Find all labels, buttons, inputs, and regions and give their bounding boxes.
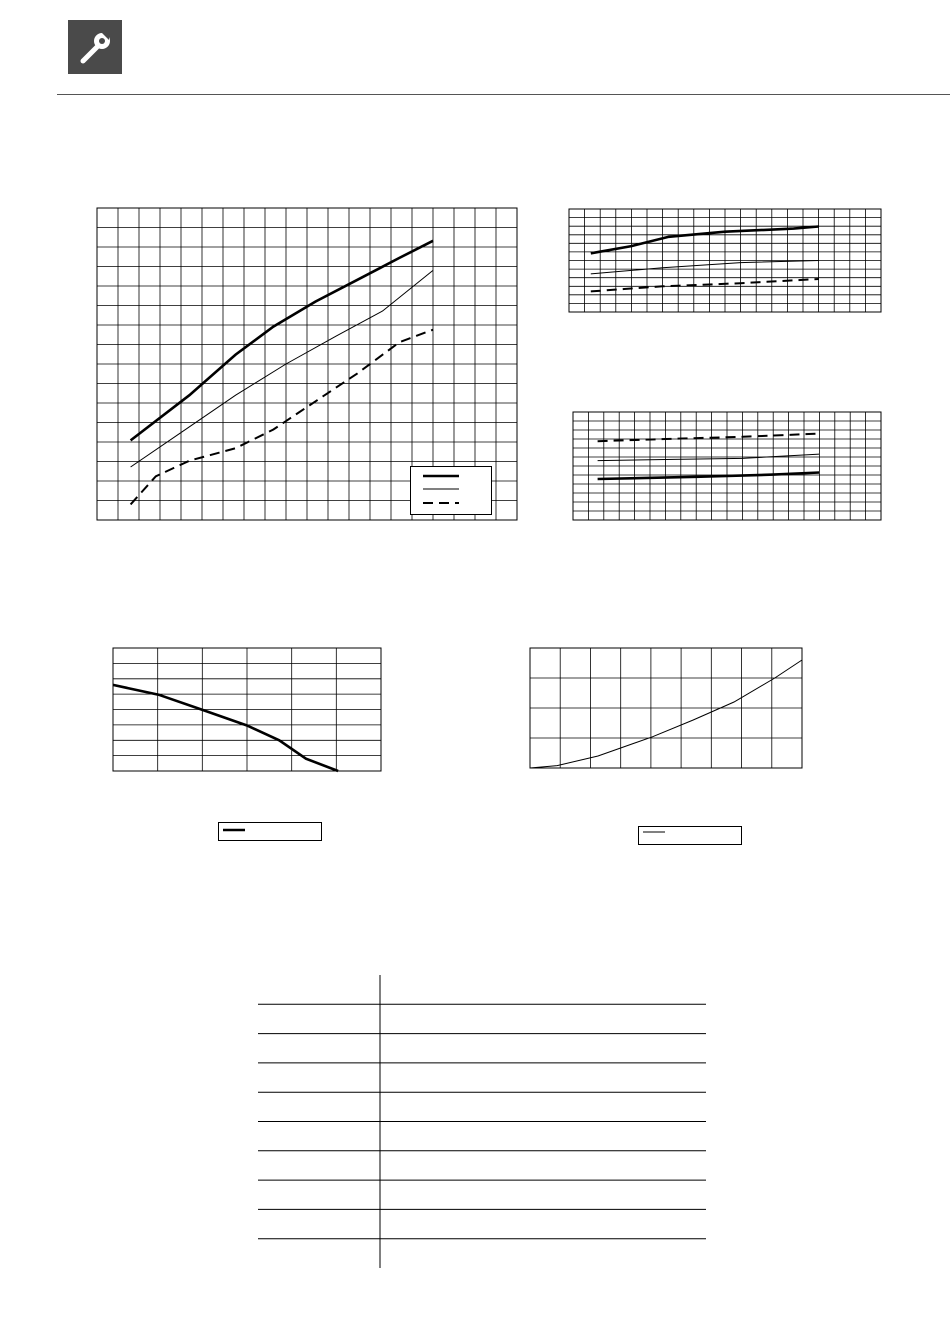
chart-2-grid <box>569 209 881 312</box>
chart-1-legend <box>410 466 492 515</box>
chart-2 <box>569 209 881 312</box>
chart-3-grid <box>573 412 881 520</box>
chart-4-grid <box>113 648 381 771</box>
wrench-icon <box>68 20 122 74</box>
chart-1-series-2 <box>131 270 433 467</box>
chart-4-legend <box>218 822 322 841</box>
chart-5-legend-swatch <box>639 827 741 844</box>
chart-4 <box>113 648 381 771</box>
chart-4-series-1 <box>113 685 338 771</box>
chart-3-series-1 <box>598 434 820 442</box>
chart-5-legend <box>638 826 742 845</box>
chart-2-series-2 <box>591 261 819 274</box>
header-divider <box>57 94 950 95</box>
chart-3 <box>573 412 881 520</box>
chart-1-legend-swatches <box>411 467 491 514</box>
chart-5 <box>530 648 802 768</box>
chart-5-series-1 <box>530 660 802 768</box>
chart-1-series-1 <box>131 241 433 441</box>
wrench-glyph <box>68 20 122 74</box>
chart-1-series-3 <box>131 330 433 505</box>
chart-5-grid <box>530 648 802 768</box>
chart-3-series-3 <box>598 473 820 480</box>
chart-4-legend-swatch <box>219 823 321 840</box>
spec-table <box>258 975 708 1270</box>
chart-2-series-3 <box>591 279 819 291</box>
chart-2-series-1 <box>591 227 819 254</box>
